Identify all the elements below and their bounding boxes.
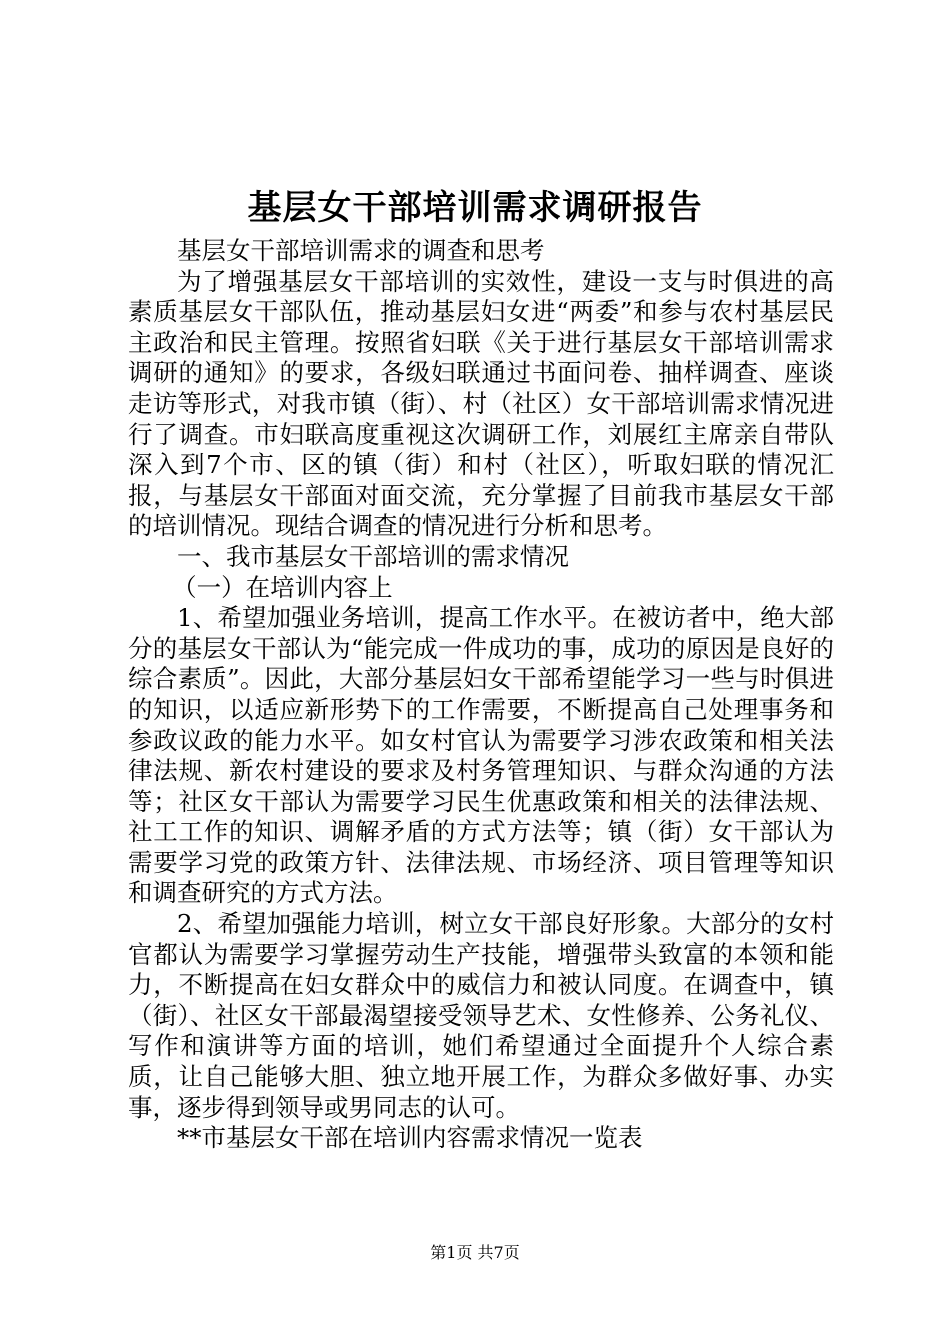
intro-paragraph: 为了增强基层女干部培训的实效性，建设一支与时俱进的高素质基层女干部队伍，推动基层妇女进“两委”和参与农村基层民主政治和民主管理。按照省妇联《关于进行基层女干部培训需求调研的通知》的要求，各级妇联通过书面问卷、抽样调查、座谈走访等形式，对我市镇（街）、村（社区）女干部培训需求情况进行了调查。市妇联高度重视这次调研工作，刘展红主席亲自带队深入到7个市、区的镇（街）和村（社区），听取妇联的情况汇报，与基层女干部面对面交流，充分掌握了目前我市基层女干部的培训情况。现结合调查的情况进行分析和思考。 bbox=[128, 266, 834, 541]
point-one-paragraph: 1、希望加强业务培训，提高工作水平。在被访者中，绝大部分的基层女干部认为“能完成一件成功的事，成功的原因是良好的综合素质”。因此，大部分基层妇女干部希望能学习一些与时俱进的知识，以适应新形势下的工作需要，不断提高自己处理事务和参政议政的能力水平。如女村官认为需要学习涉农政策和相关法律法规、新农村建设的要求及村务管理知识、与群众沟通的方法等；社区女干部认为需要学习民生优惠政策和相关的法律法规、社工工作的知识、调解矛盾的方式方法等；镇（街）女干部认为需要学习党的政策方针、法律法规、市场经济、项目管理等知识和调查研究的方式方法。 bbox=[128, 603, 834, 908]
page-footer: 第1页 共7页 bbox=[430, 1243, 520, 1262]
document-title: 基层女干部培训需求调研报告 bbox=[247, 188, 703, 228]
table-caption: **市基层女干部在培训内容需求情况一览表 bbox=[177, 1123, 643, 1153]
subsection-heading: （一）在培训内容上 bbox=[172, 572, 393, 602]
section-heading: 一、我市基层女干部培训的需求情况 bbox=[177, 541, 569, 571]
subtitle-paragraph: 基层女干部培训需求的调查和思考 bbox=[177, 236, 545, 265]
point-two-paragraph: 2、希望加强能力培训，树立女干部良好形象。大部分的女村官都认为需要学习掌握劳动生产技能，增强带头致富的本领和能力，不断提高在妇女群众中的威信力和被认同度。在调查中，镇（街）、社区女干部最渴望接受领导艺术、女性修养、公务礼仪、写作和演讲等方面的培训，她们希望通过全面提升个人综合素质，让自己能够大胆、独立地开展工作，为群众多做好事、办实事，逐步得到领导或男同志的认可。 bbox=[128, 909, 834, 1122]
document-body bbox=[128, 236, 834, 1154]
